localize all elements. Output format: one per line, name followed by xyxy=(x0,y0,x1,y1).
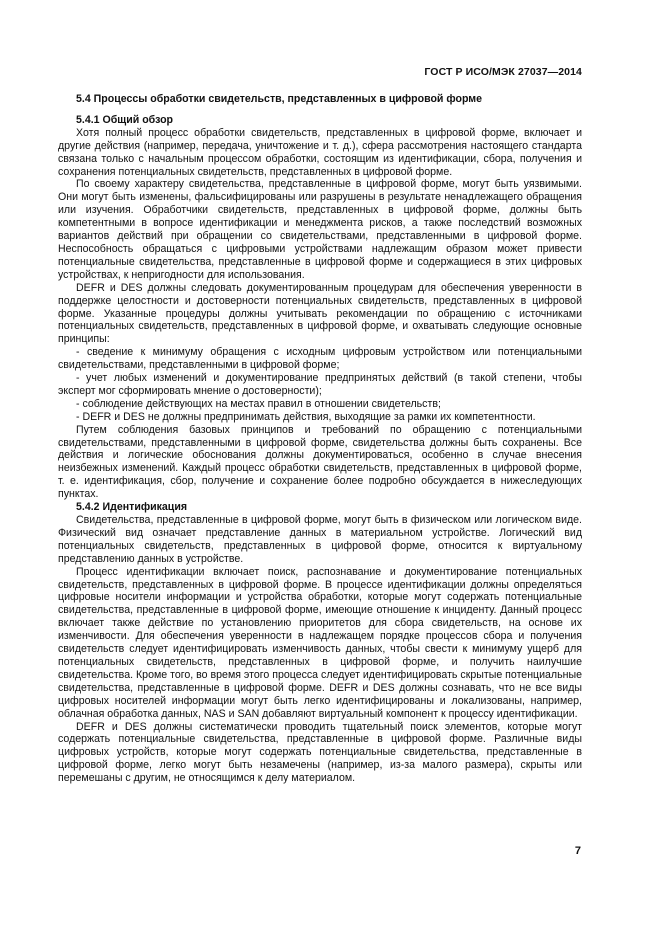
paragraph: Путем соблюдения базовых принципов и требований по обращению с потенциальными свидетельствами, представленными в цифровой форме, свидетельства должны быть сохранены. Все действия и логические обоснования должны документироваться, особенно в случае внесения неизбежных изменений. Каждый процесс обработки свидетельств, представленных в цифровой форме, т. е. идентификация, сбор, получение и сохранение более подробно обсуждается в нижеследующих пунктах. xyxy=(58,423,582,501)
paragraph: Процесс идентификации включает поиск, распознавание и документирование потенциальных свидетельств, представленных в цифровой форме. В процессе идентификации должны определяться цифровые носители информации и устройства обработки, которые могут содержать потенциальные свидетельства, представленные в цифровой форме, имеющие отношение к инциденту. Данный процесс включает также действие по установлению приоритетов для сбора свидетельств, на основе их изменчивости. Для обеспечения уверенности в надлежащем порядке процессов сбора и получения свидетельств следует идентифицировать изменчивость данных, чтобы свести к минимуму ущерб для потенциальных свидетельств, представленных в цифровой форме, и получить наилучшие свидетельства. Кроме того, во время этого процесса следует идентифицировать скрытые потенциальные свидетельства, представленные в цифровой форме. DEFR и DES должны сознавать, что не все виды цифровых носителей информации могут быть легко идентифицированы и локализованы, например, облачная обработка данных, NAS и SAN добавляют виртуальный компонент к процессу идентификации. xyxy=(58,565,582,720)
paragraph: Свидетельства, представленные в цифровой форме, могут быть в физическом или логическом виде. Физический вид означает представление данных в материальном устройстве. Логический вид потенциальных свидетельств, представленных в цифровой форме, относится к виртуальному представлению данных в устройстве. xyxy=(58,514,582,565)
document-id-header: ГОСТ Р ИСО/МЭК 27037—2014 xyxy=(424,66,582,78)
section-heading: 5.4 Процессы обработки свидетельств, представленных в цифровой форме xyxy=(76,93,483,105)
page-number: 7 xyxy=(574,845,581,857)
list-item: - сведение к минимуму обращения с исходным цифровым устройством или потенциальными свидетельствами, представленными в цифровой форме; xyxy=(58,346,582,372)
list-item: - DEFR и DES не должны предпринимать действия, выходящие за рамки их компетентности. xyxy=(76,410,536,423)
subsection-heading-identification: 5.4.2 Идентификация xyxy=(76,501,188,514)
subsection-heading-overview: 5.4.1 Общий обзор xyxy=(76,113,174,126)
list-item: - соблюдение действующих на местах правил в отношении свидетельств; xyxy=(76,397,441,410)
paragraph: DEFR и DES должны систематически проводить тщательный поиск элементов, которые могут содержать потенциальные свидетельства, представленные в цифровой форме. Различные виды цифровых устройств, которые могут содержать потенциальные свидетельства, представленные в цифровой форме, легко могут быть незамечены (например, из-за малого размера), скрыты или перемешаны с другим, не относящимся к делу материалом. xyxy=(58,720,582,785)
paragraph: DEFR и DES должны следовать документированным процедурам для обеспечения уверенности в поддержке целостности и достоверности потенциальных свидетельств, представленных в цифровой форме. Указанные процедуры должны учитывать рекомендации по обращению с источниками потенциальных свидетельств, представленных в цифровой форме, и охватывать следующие основные принципы: xyxy=(58,281,582,346)
document-body xyxy=(58,93,582,785)
paragraph: По своему характеру свидетельства, представленные в цифровой форме, могут быть уязвимыми. Они могут быть изменены, фальсифицированы или разрушены в результате ненадлежащего обращения или изучения. Обработчики свидетельств, представленных в цифровой форме, должны быть компетентными в вопросе идентификации и менеджмента рисков, а также последствий возможных вариантов действий при обращении со свидетельствами, представленными в цифровой форме. Неспособность обращаться с цифровыми устройствами надлежащим образом может привести потенциальные свидетельства, представленные в цифровой форме и содержащиеся в этих цифровых устройствах, к непригодности для использования. xyxy=(58,178,582,281)
paragraph: Хотя полный процесс обработки свидетельств, представленных в цифровой форме, включает и другие действия (например, передача, уничтожение и т. д.), сфера рассмотрения настоящего стандарта связана только с начальным процессом обработки, состоящим из идентификации, сбора, получения и сохранения потенциальных свидетельств, представленных в цифровой форме. xyxy=(58,126,582,178)
list-item: - учет любых изменений и документирование предпринятых действий (в такой степени, чтобы эксперт мог сформировать мнение о достоверности); xyxy=(58,372,582,397)
